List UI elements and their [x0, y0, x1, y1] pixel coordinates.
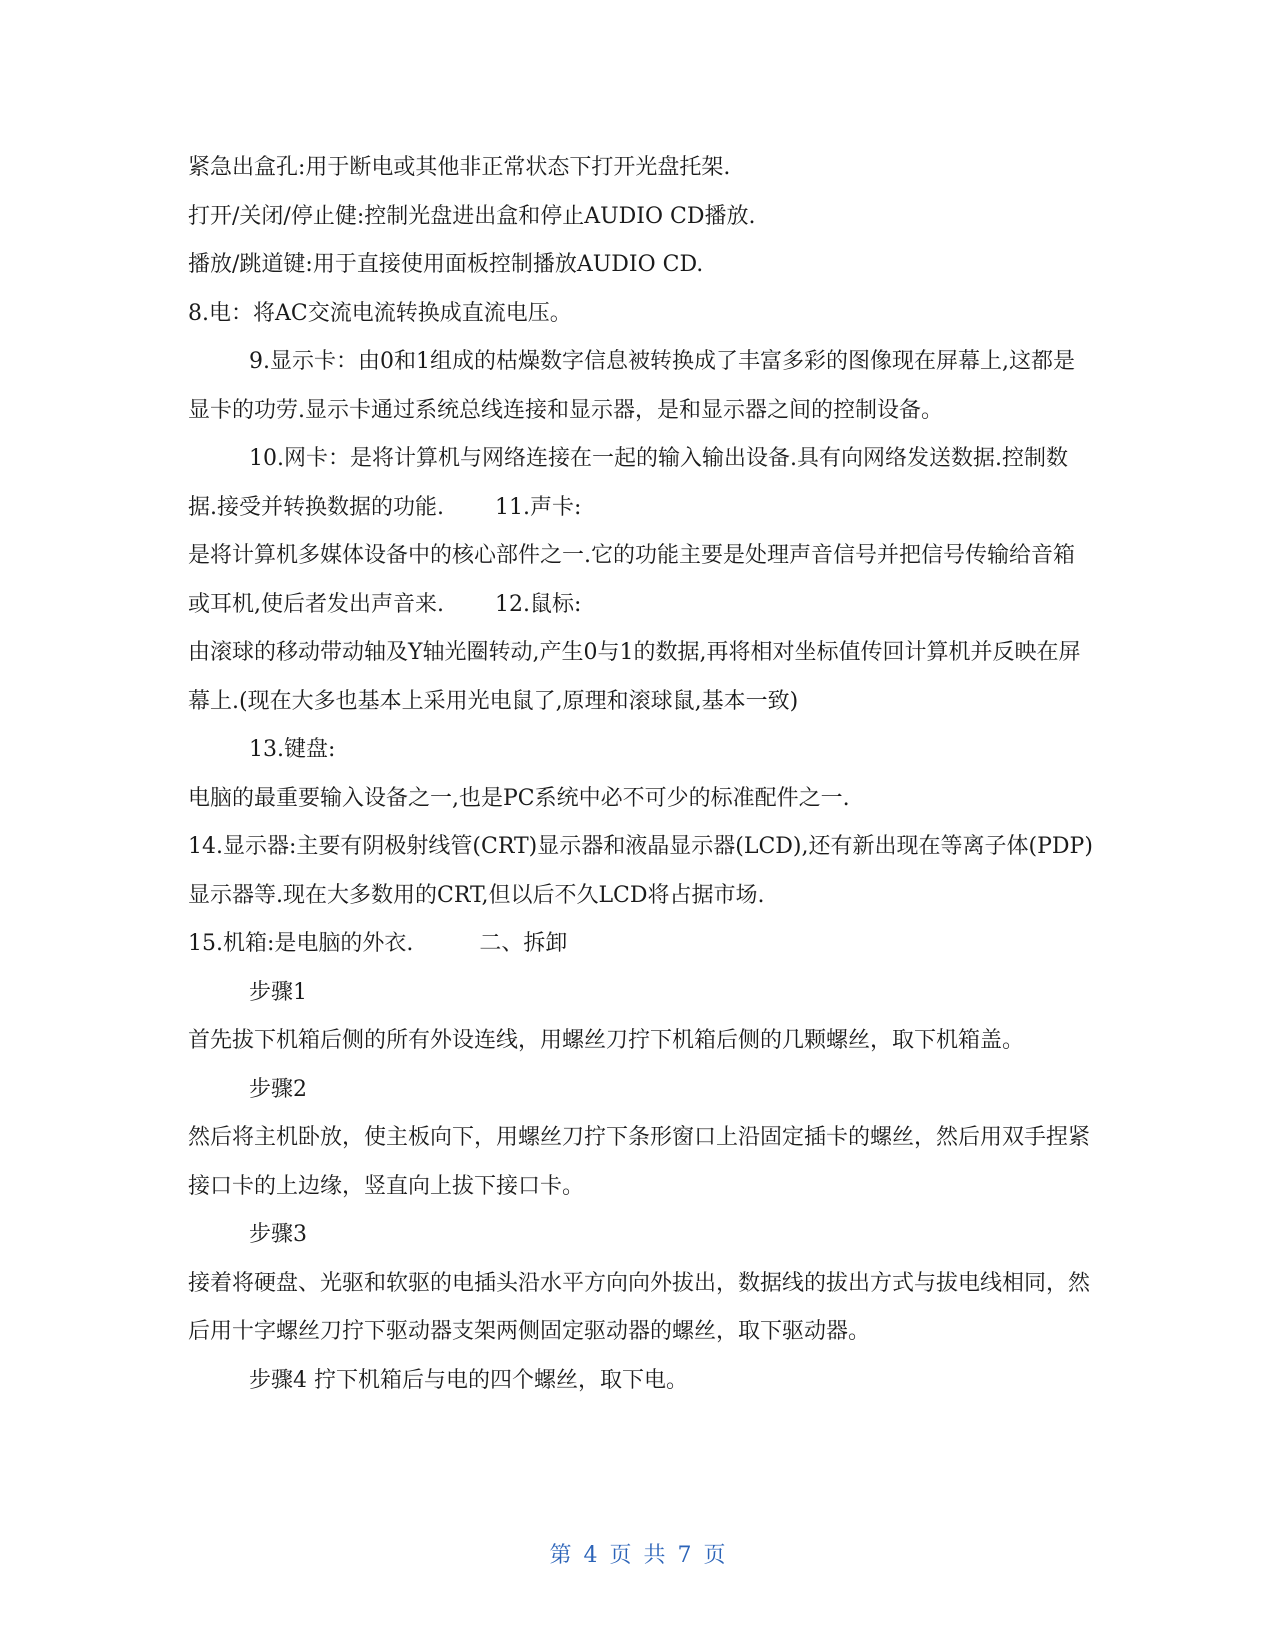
step-4-text: 步骤4 拧下机箱后与电的四个螺丝，取下电。: [249, 1367, 688, 1393]
paragraph-sound-card: 是将计算机多媒体设备中的核心部件之一.它的功能主要是处理声音信号并把信号传输给音箱或耳机,使后者发出声音来. 12.鼠标:: [188, 543, 1075, 617]
document-body: [188, 144, 1093, 1405]
paragraph-keyboard-heading: 13.键盘:: [249, 737, 336, 762]
step-3-heading: 步骤3: [249, 1222, 307, 1247]
step-3-text: 接着将硬盘、光驱和软驱的电插头沿水平方向向外拔出，数据线的拔出方式与拔电线相同，然后用十字螺丝刀拧下驱动器支架两侧固定驱动器的螺丝，取下驱动器。: [188, 1270, 1091, 1344]
paragraph-mouse: 由滚球的移动带动轴及Y轴光圈转动,产生0与1的数据,再将相对坐标值传回计算机并反映在屏幕上.(现在大多也基本上采用光电鼠了,原理和滚球鼠,基本一致): [188, 640, 1081, 714]
footer-label-di: 第: [549, 1543, 572, 1568]
paragraph-power-supply: 8.电：将AC交流电流转换成直流电压。: [188, 300, 572, 326]
step-1-heading: 步骤1: [249, 979, 307, 1005]
paragraph-play-skip-key: 播放/跳道键:用于直接使用面板控制播放AUDIO CD.: [188, 252, 704, 277]
paragraph-monitor: 14.显示器:主要有阴极射线管(CRT)显示器和液晶显示器(LCD),还有新出现在等离子体(PDP)显示器等.现在大多数用的CRT,但以后不久LCD将占据市场.: [188, 834, 1093, 908]
paragraph-open-close-key: 打开/关闭/停止健:控制光盘进出盒和停止AUDIO CD播放.: [188, 203, 756, 229]
paragraph-graphics-card: 9.显示卡：由0和1组成的枯燥数字信息被转换成了丰富多彩的图像现在屏幕上,这都是显卡的功劳.显示卡通过系统总线连接和显示器，是和显示器之间的控制设备。: [188, 349, 1075, 423]
paragraph-case-disassembly: 15.机箱:是电脑的外衣. 二、拆卸: [188, 931, 568, 956]
step-1-text: 首先拔下机箱后侧的所有外设连线，用螺丝刀拧下机箱后侧的几颗螺丝，取下机箱盖。: [188, 1028, 1025, 1053]
step-2-text: 然后将主机卧放，使主板向下，用螺丝刀拧下条形窗口上沿固定插卡的螺丝，然后用双手捏紧接口卡的上边缘，竖直向上拔下接口卡。: [188, 1125, 1091, 1199]
footer-label-ye2: 页: [703, 1543, 726, 1568]
footer-total-pages: 7: [677, 1543, 692, 1568]
page-footer: [0, 1538, 1275, 1569]
paragraph-keyboard: 电脑的最重要输入设备之一,也是PC系统中必不可少的标准配件之一.: [188, 785, 850, 811]
footer-current-page: 4: [583, 1543, 598, 1568]
footer-label-ye: 页: [609, 1543, 632, 1568]
paragraph-emergency-eject: 紧急出盒孔:用于断电或其他非正常状态下打开光盘托架.: [188, 155, 731, 180]
step-2-heading: 步骤2: [249, 1076, 307, 1102]
footer-label-gong: 共: [643, 1543, 666, 1568]
paragraph-network-card: 10.网卡：是将计算机与网络连接在一起的输入输出设备.具有向网络发送数据.控制数据.接受并转换数据的功能. 11.声卡:: [188, 446, 1068, 520]
